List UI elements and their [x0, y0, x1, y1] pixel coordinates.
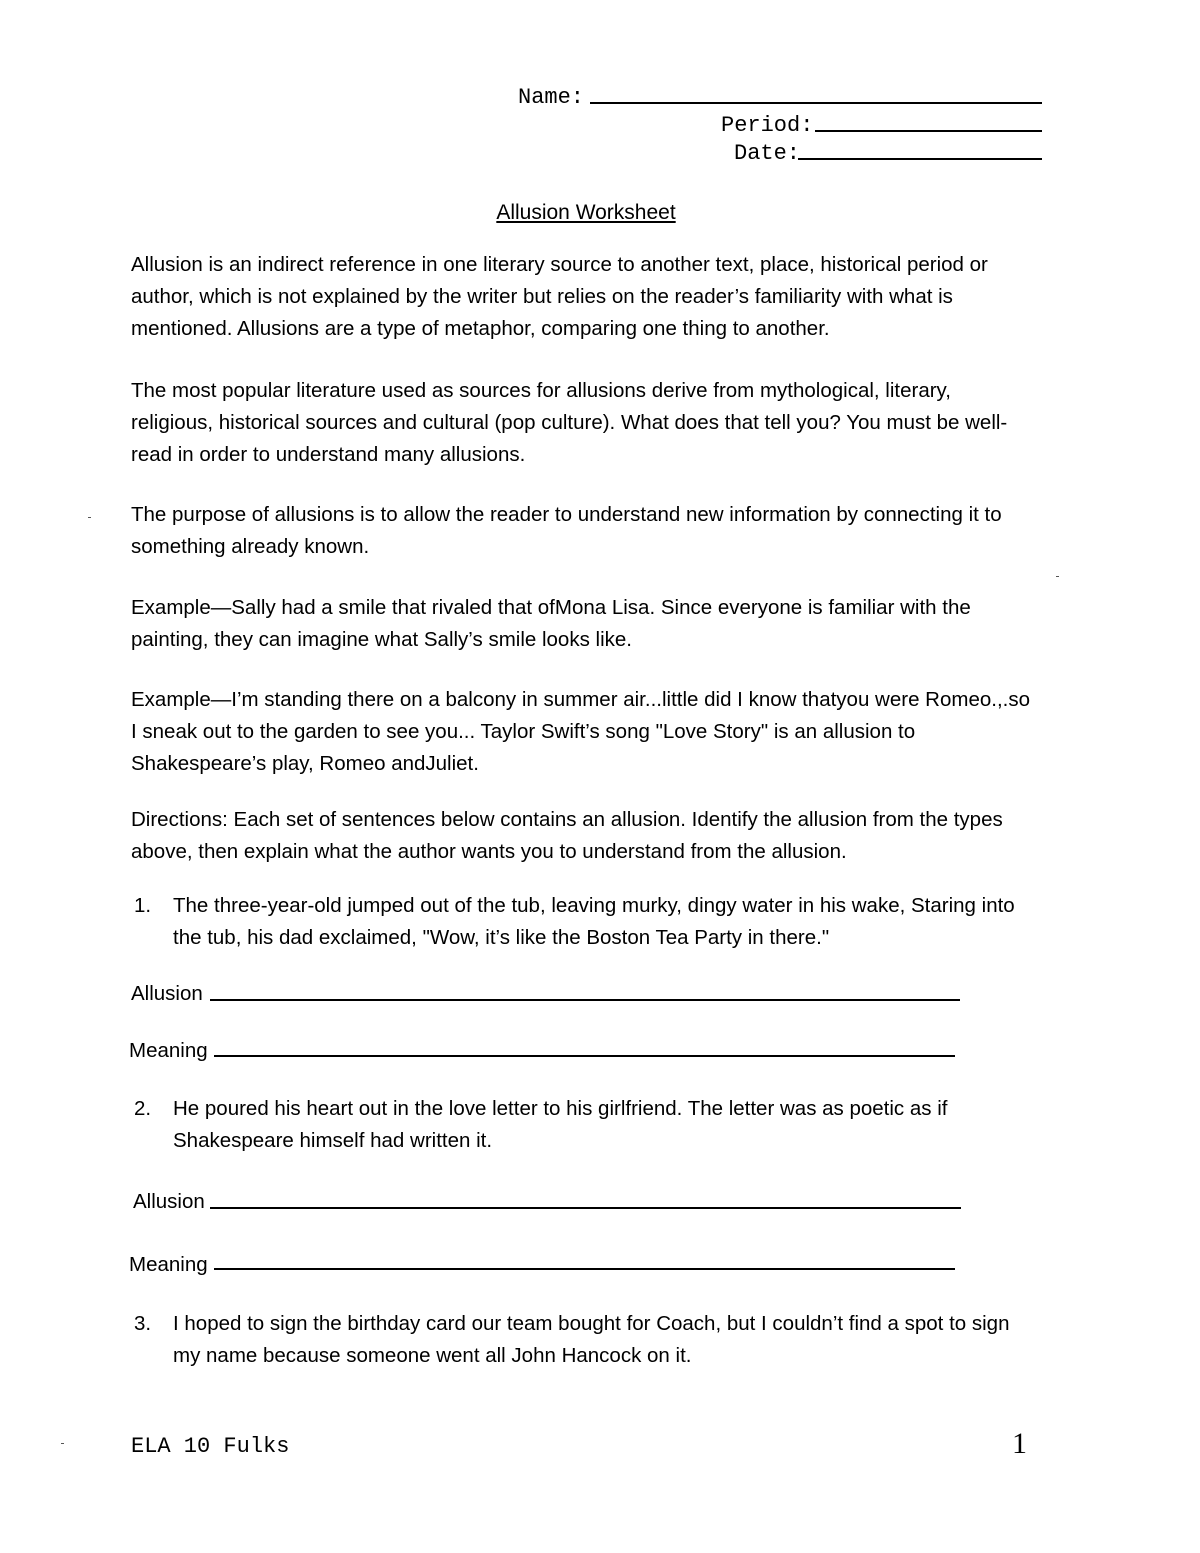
paragraph-text: The most popular literature used as sources for allusions derive from mythological, literary, religious, historical sources and cultural (pop culture). What does that tell you? You must be well-read in order to understand many allusions.	[131, 379, 1008, 466]
paragraph-example-1	[131, 592, 1036, 656]
paragraph-text: Example—Sally had a smile that rivaled that ofMona Lisa. Since everyone is familiar with the painting, they can imagine what Sally’s smile looks like.	[131, 596, 971, 651]
date-label: Date:	[734, 141, 801, 166]
question-text: He poured his heart out in the love letter to his girlfriend. The letter was as poetic as if Shakespeare himself had written it.	[173, 1097, 948, 1152]
paragraph-directions	[131, 804, 1036, 868]
question-number: 2.	[134, 1097, 152, 1120]
date-field[interactable]	[798, 158, 1042, 160]
footer-course: ELA 10 Fulks	[131, 1434, 290, 1459]
period-label: Period:	[721, 113, 814, 138]
question-number: 3.	[134, 1312, 152, 1335]
name-field[interactable]	[590, 102, 1042, 104]
paragraph-text: Example—I’m standing there on a balcony in summer air...little did I know thatyou were Romeo.,.so I sneak out to the garden to see you... Taylor Swift’s song "Love Story" is an allusion to Shakespeare’s play, Romeo andJuliet.	[131, 688, 1031, 775]
period-field[interactable]	[815, 130, 1042, 132]
paragraph-definition	[131, 249, 1036, 345]
allusion-answer-line[interactable]	[210, 1207, 961, 1209]
paragraph-text: Directions: Each set of sentences below contains an allusion. Identify the allusion from the types above, then explain what the author wants you to understand from the allusion.	[131, 808, 1003, 863]
paragraph-text: Allusion is an indirect reference in one literary source to another text, place, historical period or author, which is not explained by the writer but relies on the reader’s familiarity with what is mentioned. Allusions are a type of metaphor, comparing one thing to another.	[131, 253, 988, 340]
meaning-answer-line[interactable]	[214, 1055, 955, 1057]
paragraph-purpose	[131, 499, 1036, 563]
question-number: 1.	[134, 894, 152, 917]
page-title: Allusion Worksheet	[496, 201, 676, 224]
scan-speck	[1056, 576, 1059, 577]
paragraph-text: The purpose of allusions is to allow the reader to understand new information by connecting it to something already known.	[131, 503, 1002, 558]
allusion-label: Allusion	[133, 1190, 205, 1213]
scan-speck	[88, 517, 91, 518]
paragraph-sources	[131, 375, 1036, 471]
meaning-label: Meaning	[129, 1039, 208, 1062]
question-text: The three-year-old jumped out of the tub, leaving murky, dingy water in his wake, Staring into the tub, his dad exclaimed, "Wow, it’s like the Boston Tea Party in there."	[173, 894, 1015, 949]
paragraph-example-2	[131, 684, 1036, 780]
page-number: 1	[1012, 1427, 1027, 1460]
scan-speck	[61, 1443, 64, 1444]
meaning-answer-line[interactable]	[214, 1268, 955, 1270]
allusion-label: Allusion	[131, 982, 203, 1005]
name-label: Name:	[518, 85, 585, 110]
allusion-answer-line[interactable]	[210, 999, 960, 1001]
meaning-label: Meaning	[129, 1253, 208, 1276]
question-text: I hoped to sign the birthday card our team bought for Coach, but I couldn’t find a spot to sign my name because someone went all John Hancock on it.	[173, 1312, 1010, 1367]
